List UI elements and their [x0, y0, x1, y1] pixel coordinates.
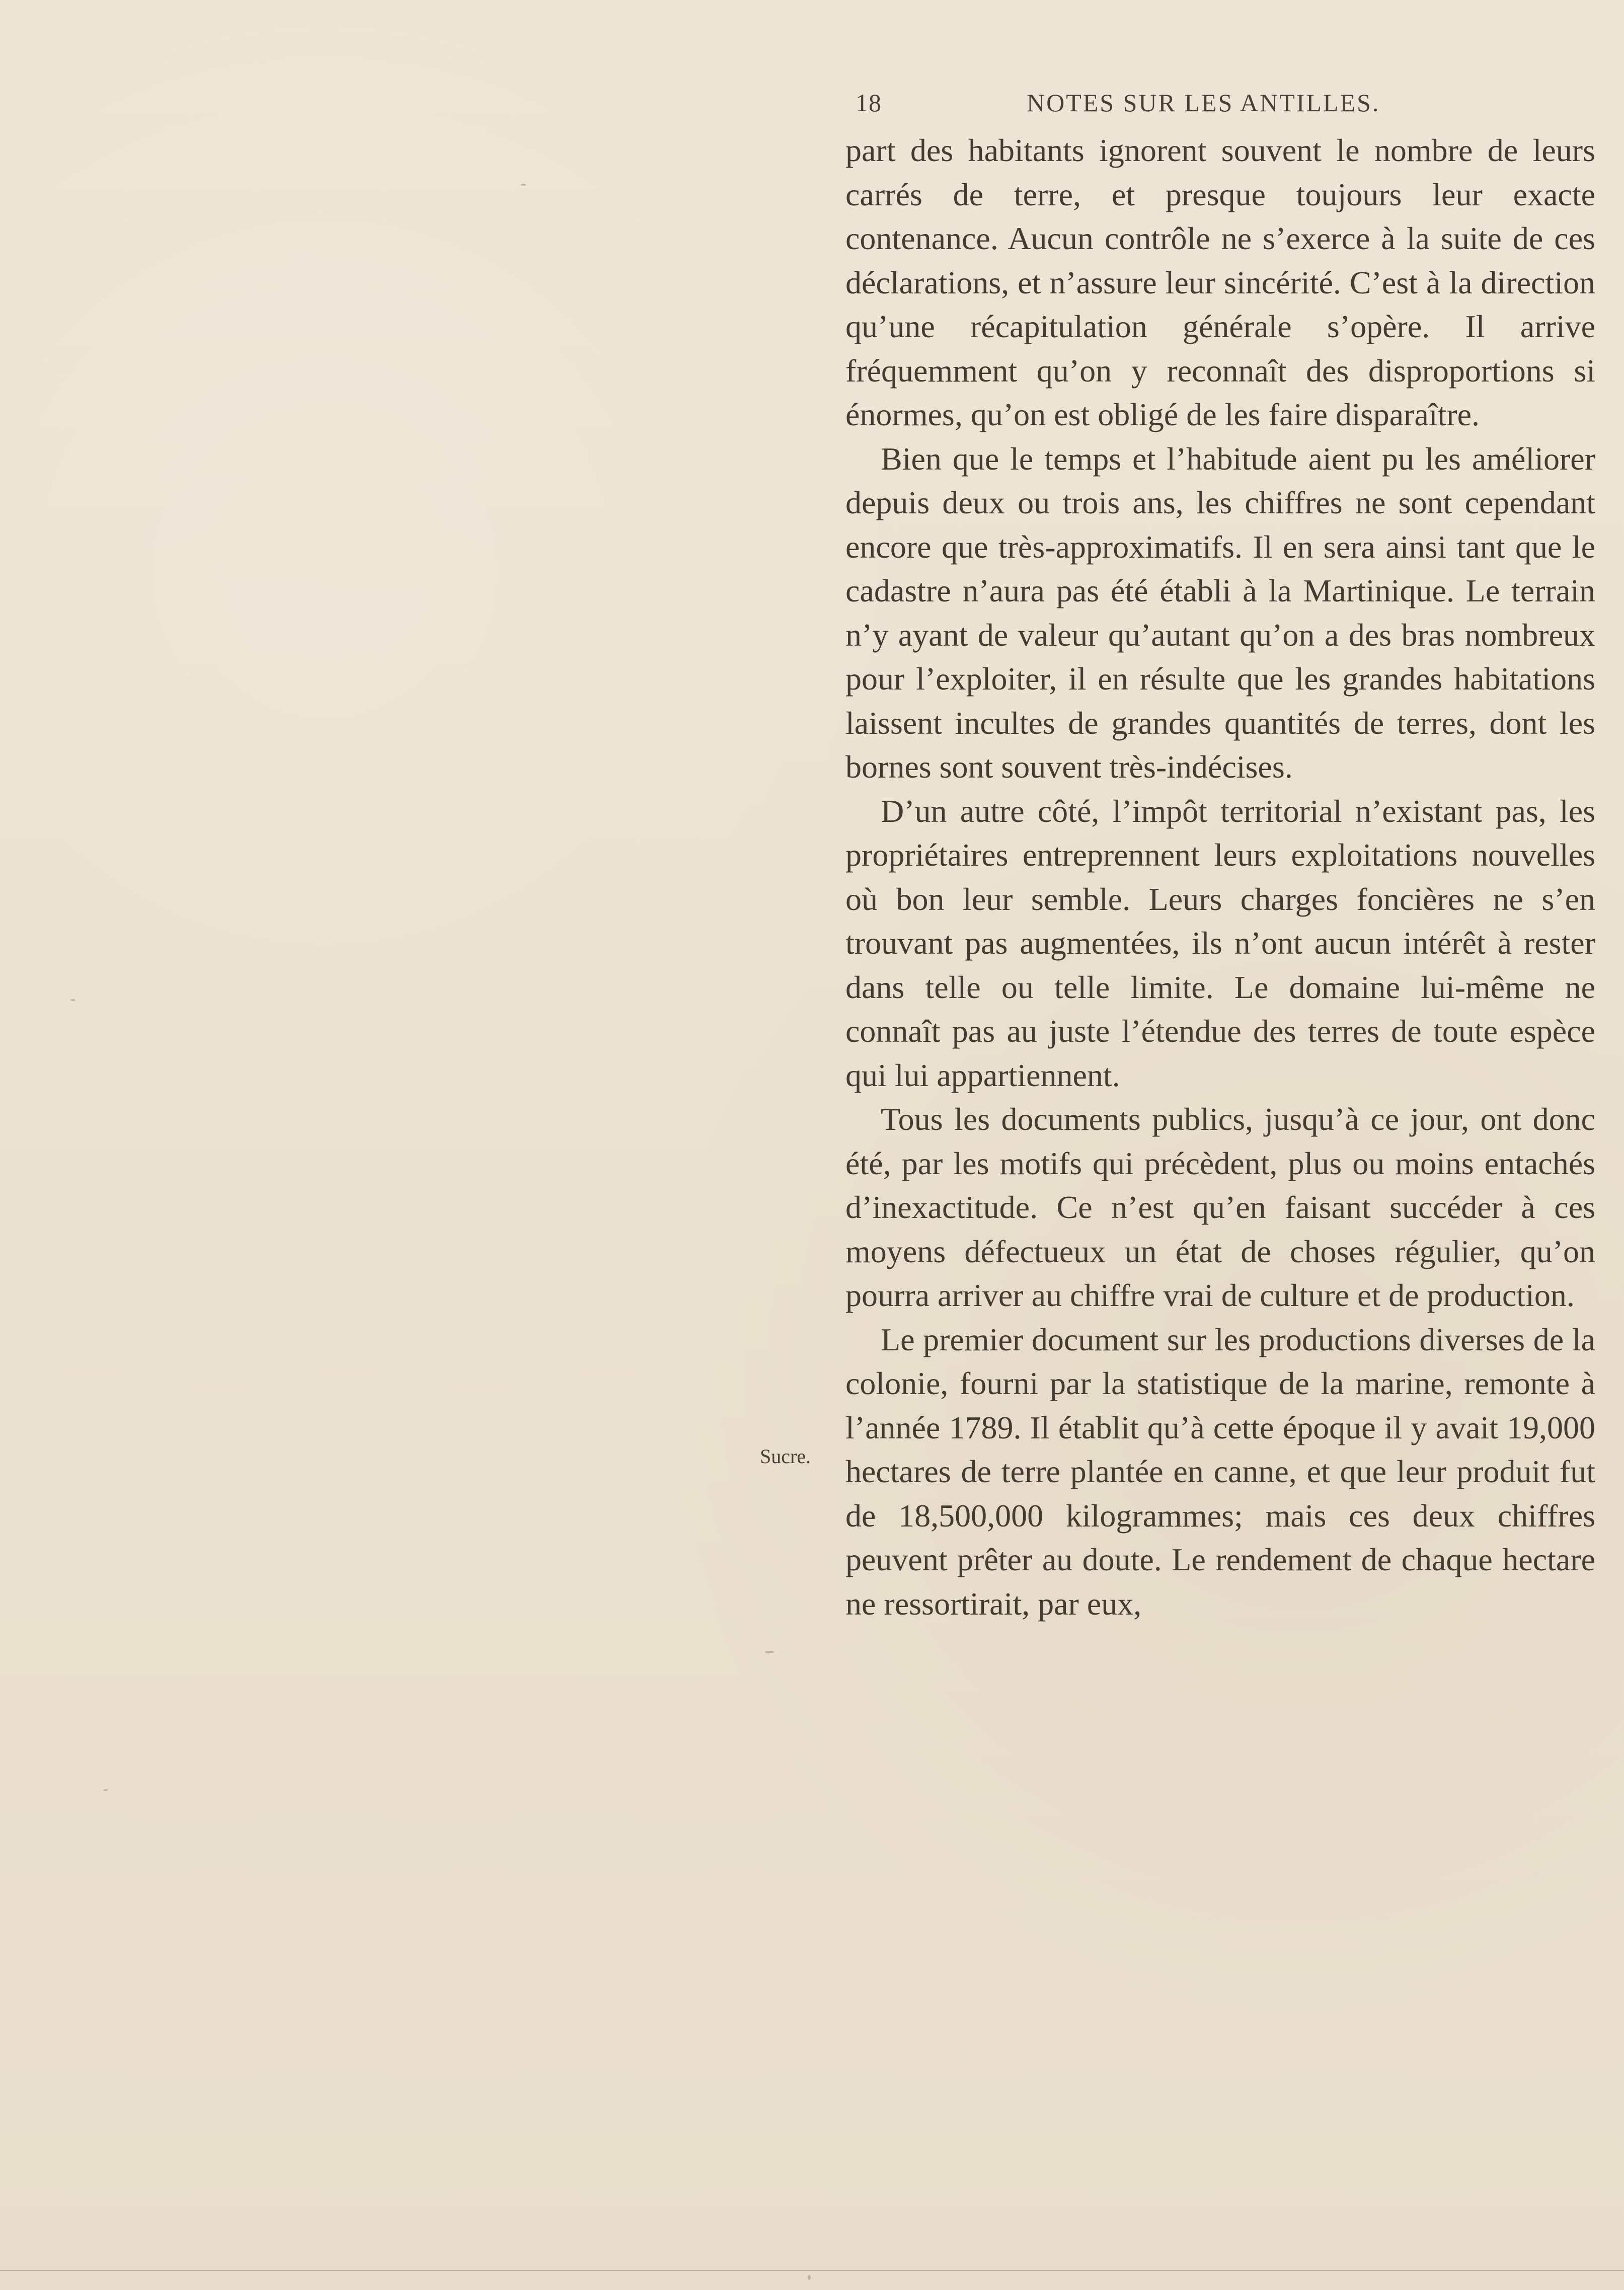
paragraph-2: Bien que le temps et l’habitude aient pu les améliorer depuis deux ou trois ans, les chiffres ne sont cependant encore que très-approximatifs. Il en sera ainsi tant que le cadastre n’aura pas été établi à la Martinique. Le terrain n’y ayant de valeur qu’autant qu’on a des bras nombreux pour l’exploiter, il en résulte que les grandes habitations laissent incultes de grandes quantités de terres, dont les bornes sont souvent très-indécises.: [845, 440, 1595, 785]
page-number: 18: [856, 89, 882, 117]
paragraph-1: part des habitants ignorent souvent le nombre de leurs carrés de terre, et presque toujours leur exacte contenance. Aucun contrôle ne s’exerce à la suite de ces déclarations, et n’assure leur sincérité. C’est à la direction qu’une récapitulation générale s’opère. Il arrive fréquemment qu’on y reconnaît des disproportions si énormes, qu’on est obligé de les faire disparaître.: [845, 132, 1595, 432]
page-edge-line: [0, 2270, 1624, 2271]
paper-speck: [70, 999, 75, 1001]
paragraph-5: Le premier document sur les productions diverses de la colonie, fourni par la statistique de la marine, remonte à l’année 1789. Il établit qu’à cette époque il y avait 19,000 hectares de terre plantée en canne, et que leur produit fut de 18,500,000 kilogrammes; mais ces deux chiffres peuvent prêter au doute. Le rendement de chaque hectare ne ressortirait, par eux,: [845, 1321, 1595, 1622]
margin-note-sucre: Sucre.: [760, 1445, 811, 1468]
running-title: NOTES SUR LES ANTILLES.: [1027, 89, 1380, 117]
paragraph-4: Tous les documents publics, jusqu’à ce jour, ont donc été, par les motifs qui précèdent, plus ou moins entachés d’inexactitude. Ce n’est qu’en faisant succéder à ces moyens défectueux un état de choses régulier, qu’on pourra arriver au chiffre vrai de culture et de production.: [845, 1101, 1595, 1313]
paper-speck: [765, 1651, 774, 1653]
paper-speck: [808, 2275, 811, 2280]
paragraph-3: D’un autre côté, l’impôt territorial n’existant pas, les propriétaires entreprennent leurs exploitations nouvelles où bon leur semble. Leurs charges foncières ne s’en trouvant pas augmentées, ils n’ont aucun intérêt à rester dans telle ou telle limite. Le domaine lui-même ne connaît pas au juste l’étendue des terres de toute espèce qui lui appartiennent.: [845, 793, 1595, 1093]
paper-speck: [521, 184, 526, 186]
running-head: [856, 88, 1424, 123]
paper-speck: [103, 1789, 108, 1791]
body-text: [845, 128, 1595, 1626]
